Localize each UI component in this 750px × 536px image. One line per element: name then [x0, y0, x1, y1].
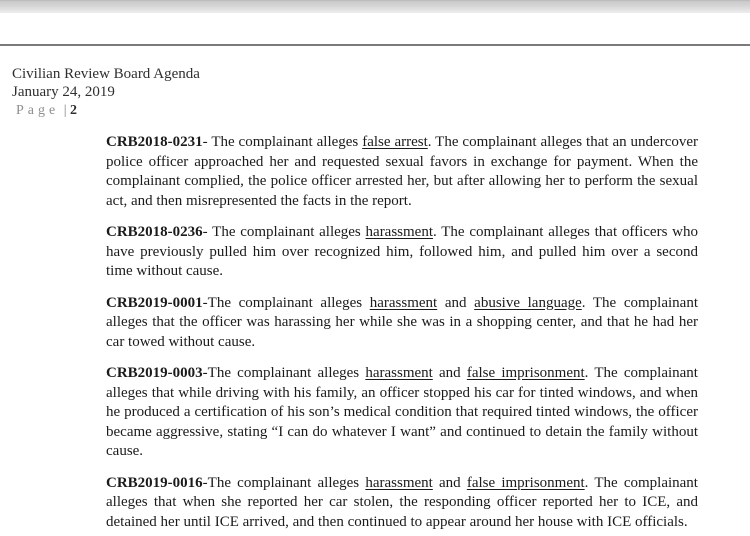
allegation-term: harassment — [365, 224, 434, 240]
allegation-term: harassment — [369, 294, 438, 311]
entry-text: . The complainant alleges that when she reported her car stolen, the responding officer reported her to ICE, and detained her until ICE arrived, and then continued to appear around her house with ICE officials. — [106, 474, 698, 530]
entry-text: . The complainant alleges that an undercover police officer approached her and requested sexual favors in exchange for payment. When the complainant complied, the police officer arrested her, but after allowing her to perform the sexual act, and then misrepresented the facts in the report. — [106, 134, 698, 209]
entry-text: and — [432, 365, 467, 381]
entry-text: . The complainant alleges that while driving with his family, an officer stopped his car for tinted windows, and when he produced a certification of his son’s medical condition that required tinted windows, the officer became aggressive, stating “I can do whatever I want” and continued to detain the family without cause. — [106, 365, 698, 459]
case-number: CRB2019-0016 — [106, 474, 203, 491]
document-title: Civilian Review Board Agenda — [12, 66, 200, 82]
allegation-term: abusive language — [474, 294, 582, 311]
entry-text: - The complainant alleges — [202, 224, 366, 240]
document-header — [12, 65, 200, 120]
entry-text: -The complainant alleges — [202, 294, 370, 311]
entry-text: . The complainant alleges that officers who have previously pulled him over recognized him, followed him, and pulled him over a second time without cause. — [106, 224, 698, 279]
document-body — [106, 133, 698, 536]
page-number: 2 — [70, 103, 78, 118]
case-number: CRB2019-0003 — [106, 365, 203, 381]
entry-text: and — [432, 474, 467, 491]
allegation-term: false arrest — [362, 134, 428, 150]
agenda-entry — [106, 133, 698, 211]
entry-text: . The complainant alleges that the officer was harassing her while she was in a shopping center, and that he had her car towed without cause. — [106, 294, 698, 350]
entry-text: - The complainant alleges — [202, 134, 363, 150]
agenda-entry — [106, 474, 698, 533]
entry-text: -The complainant alleges — [202, 365, 366, 381]
agenda-entry — [106, 223, 698, 282]
page-separator: | — [63, 103, 67, 118]
page-label: Page — [16, 103, 60, 118]
page-divider-line — [0, 44, 750, 46]
agenda-entry — [106, 364, 698, 462]
allegation-term: harassment — [365, 474, 433, 491]
case-number: CRB2018-0231 — [106, 134, 203, 150]
page-number-line — [12, 102, 200, 120]
allegation-term: false imprisonment — [466, 365, 585, 381]
allegation-term: harassment — [365, 365, 433, 381]
entry-text: and — [437, 294, 475, 311]
document-date: January 24, 2019 — [12, 84, 115, 100]
case-number: CRB2018-0236 — [106, 224, 203, 240]
agenda-entry — [106, 294, 698, 353]
entry-text: -The complainant alleges — [202, 474, 366, 491]
page-gap-strip — [0, 0, 750, 13]
case-number: CRB2019-0001 — [106, 294, 203, 311]
allegation-term: false imprisonment — [466, 474, 585, 491]
